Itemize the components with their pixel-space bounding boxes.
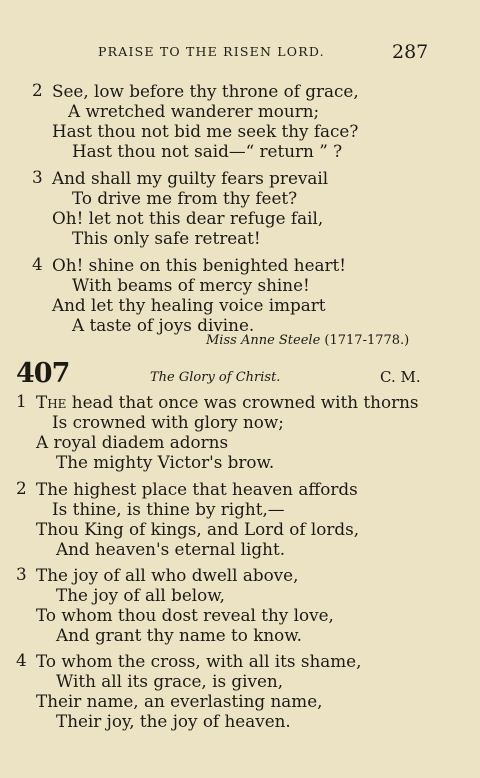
stanza-line: The mighty Victor's brow. xyxy=(56,452,275,472)
stanza-line: Is crowned with glory now; xyxy=(52,412,284,432)
stanza-line: And heaven's eternal light. xyxy=(56,539,286,559)
stanza-line: To whom thou dost reveal thy love, xyxy=(36,605,334,625)
stanza-line: The highest place that heaven affords xyxy=(36,479,358,499)
stanza-line: A wretched wanderer mourn; xyxy=(68,101,320,121)
stanza-line: A royal diadem adorns xyxy=(36,432,229,452)
author-dates: (1717-1778.) xyxy=(324,333,410,348)
stanza-number: 4 xyxy=(16,650,27,670)
stanza-line: This only safe retreat! xyxy=(72,228,261,248)
stanza-line: Hast thou not bid me seek thy face? xyxy=(52,121,359,141)
hymn-title: The Glory of Christ. xyxy=(150,370,281,385)
stanza-line xyxy=(36,394,419,411)
stanza-line: With beams of mercy shine! xyxy=(72,275,310,295)
stanza-line: Their joy, the joy of heaven. xyxy=(56,711,291,731)
stanza-line: Is thine, is thine by right,— xyxy=(52,499,285,519)
first-word: The xyxy=(36,392,67,412)
stanza-line: To whom the cross, with all its shame, xyxy=(36,651,362,671)
attribution xyxy=(206,333,409,348)
stanza-line: Hast thou not said—“ return ” ? xyxy=(72,141,343,161)
first-line-rest: head that once was crowned with thorns xyxy=(66,392,419,412)
stanza-number: 3 xyxy=(16,564,27,584)
hymn-number: 407 xyxy=(16,358,70,389)
stanza-number: 3 xyxy=(32,167,43,187)
stanza-line: To drive me from thy feet? xyxy=(72,188,298,208)
stanza-line: Their name, an everlasting name, xyxy=(36,691,323,711)
stanza-line: See, low before thy throne of grace, xyxy=(52,81,359,101)
stanza-number: 1 xyxy=(16,391,27,411)
stanza-number: 2 xyxy=(32,80,43,100)
running-title: PRAISE TO THE RISEN LORD. xyxy=(98,44,325,59)
stanza-number: 4 xyxy=(32,254,43,274)
stanza-line: Thou King of kings, and Lord of lords, xyxy=(36,519,360,539)
author-name: Miss Anne Steele xyxy=(206,333,321,348)
stanza-line: Oh! let not this dear refuge fail, xyxy=(52,208,324,228)
hymn-meter: C. M. xyxy=(380,368,421,386)
stanza-line: And let thy healing voice impart xyxy=(52,295,326,315)
stanza-line: A taste of joys divine. xyxy=(72,315,255,335)
stanza-line: With all its grace, is given, xyxy=(56,671,284,691)
stanza-line: Oh! shine on this benighted heart! xyxy=(52,255,347,275)
stanza-line: The joy of all below, xyxy=(56,585,225,605)
stanza-number: 2 xyxy=(16,478,27,498)
stanza-line: And grant thy name to know. xyxy=(56,625,302,645)
page-number: 287 xyxy=(392,41,429,63)
stanza-line: The joy of all who dwell above, xyxy=(36,565,299,585)
stanza-line: And shall my guilty fears prevail xyxy=(52,168,329,188)
